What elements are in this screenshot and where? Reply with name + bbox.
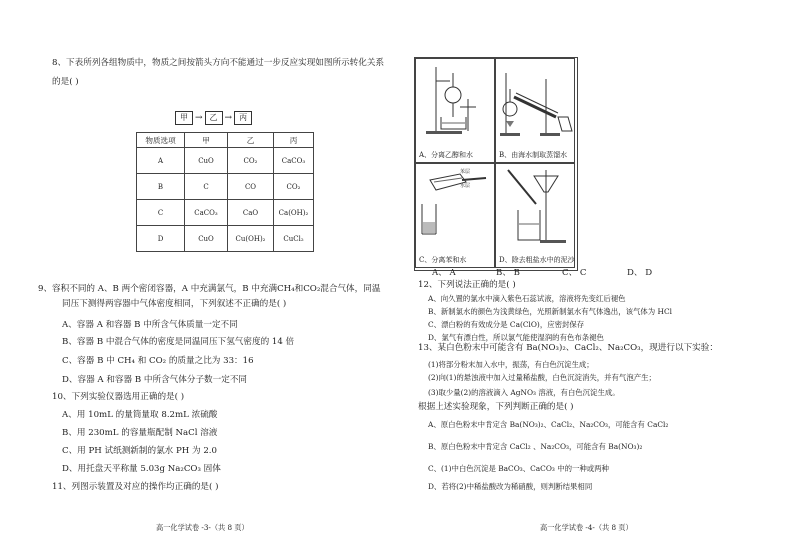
table-header: 甲: [185, 133, 228, 148]
table-cell: Ca(OH)₂: [274, 200, 314, 226]
q10-option-c: C、用 PH 试纸测新制的氯水 PH 为 2.0: [62, 446, 217, 456]
q9-stem-line2: 同压下测得两容器中气体密度相同，下列叙述不正确的是( ): [62, 299, 287, 309]
table-row: [137, 148, 314, 174]
table-cell: Cu(OH)₂: [228, 226, 274, 252]
q12-stem: 12、下列说法正确的是( ): [418, 280, 516, 290]
table-cell: CO: [228, 174, 274, 200]
right-page-footer: 高一化学试卷 -4-（共 8 页）: [540, 523, 633, 532]
q9-option-a: A、容器 A 和容器 B 中所含气体质量一定不同: [62, 320, 238, 330]
table-cell: CO₂: [274, 174, 314, 200]
q13-stem: 13、某白色粉末中可能含有 Ba(NO₃)₂、CaCl₂、Na₂CO₃，现进行以下实验：: [418, 343, 718, 353]
q11-option-d: D、 D: [627, 268, 653, 278]
q10-option-d: D、用托盘天平称量 5.03g Na₂CO₃ 固体: [62, 464, 221, 474]
q13-option-a: A、原白色粉末中肯定含 Ba(NO₃)₂、CaCl₂、Na₂CO₃，可能含有 CaCl₂: [428, 420, 669, 429]
q13-step1: (1)将部分粉末加入水中，振荡，有白色沉淀生成；: [428, 360, 594, 369]
q11-stem: 11、列图示装置及对应的操作均正确的是( ): [52, 482, 219, 492]
flow-box-jia: 甲: [175, 111, 193, 125]
distillation-flask-diagram-icon: [416, 59, 496, 164]
separatory-funnel-diagram-icon: [416, 164, 496, 269]
filtration-diagram-icon: [496, 164, 576, 269]
table-cell: C: [137, 200, 185, 226]
table-cell: CaCO₃: [185, 200, 228, 226]
table-cell: A: [137, 148, 185, 174]
left-page-footer: 高一化学试卷 -3-（共 8 页）: [156, 523, 249, 532]
table-cell: CO₂: [228, 148, 274, 174]
apparatus-d: [495, 163, 575, 268]
caption-c: C、分离苯和水: [419, 256, 467, 264]
q13-option-d: D、若将(2)中稀盐酸改为稀硝酸，则判断结果相同: [428, 482, 593, 491]
table-cell: C: [185, 174, 228, 200]
label-benzene-layer: 苯层: [460, 169, 471, 175]
q8-flow-diagram: [175, 111, 252, 125]
q9-stem-line1: 9、容积不同的 A、B 两个密闭容器，A 中充满氯气，B 中充满CH₄和CO₂混合气体，同温: [38, 284, 381, 294]
q12-option-d: D、氯气有漂白性，所以氯气能使湿润的有色布条褪色: [428, 333, 604, 342]
table-cell: CuO: [185, 148, 228, 174]
q8-options-table: [136, 132, 314, 252]
q10-stem: 10、下列实验仪器选用正确的是( ): [52, 392, 185, 402]
table-header: 物质选项: [137, 133, 185, 148]
q12-option-c: C、漂白粉的有效成分是 Ca(ClO)，应密封保存: [428, 320, 585, 329]
table-header: 乙: [228, 133, 274, 148]
table-header-row: [137, 133, 314, 148]
table-row: [137, 174, 314, 200]
table-cell: B: [137, 174, 185, 200]
table-cell: CuCl₂: [274, 226, 314, 252]
q11-option-b: B、 B: [496, 268, 520, 278]
label-water-layer: 水层: [460, 183, 471, 189]
q8-stem-line2: 的是( ): [52, 77, 79, 87]
caption-d: D、除去粗盐水中的泥沙: [499, 256, 575, 264]
caption-b: B、由海水制取蒸馏水: [499, 151, 568, 159]
q13-step2: (2)向(1)的悬浊液中加入过量稀盐酸，白色沉淀消失，并有气泡产生；: [428, 373, 656, 382]
q9-option-b: B、容器 B 中混合气体的密度是同温同压下氢气密度的 14 倍: [62, 337, 295, 347]
apparatus-grid: [414, 57, 578, 271]
q9-option-c: C、容器 B 中 CH₄ 和 CO₂ 的质量之比为 33：16: [62, 356, 254, 366]
flow-arrow-icon: →: [224, 113, 233, 123]
q9-option-d: D、容器 A 和容器 B 中所含气体分子数一定不同: [62, 375, 248, 385]
table-row: [137, 200, 314, 226]
caption-a: A、分离乙醇和水: [419, 151, 474, 159]
flow-arrow-icon: →: [195, 113, 203, 123]
apparatus-a: [415, 58, 495, 163]
q10-option-b: B、用 230mL 的容量瓶配制 NaCl 溶液: [62, 428, 218, 438]
q10-option-a: A、用 10mL 的量筒量取 8.2mL 浓硫酸: [62, 410, 218, 420]
q13-option-b: B、原白色粉末中肯定含 CaCl₂ 、Na₂CO₃，可能含有 Ba(NO₃)₂: [428, 442, 643, 451]
apparatus-c: [415, 163, 495, 268]
q12-option-a: A、向久置的氯水中滴入紫色石蕊试液，溶液将先变红后褪色: [428, 294, 626, 303]
table-row: [137, 226, 314, 252]
q12-option-b: B、新制氯水的颜色为浅黄绿色，光照新制氯水有气体逸出，该气体为 HCl: [428, 307, 672, 316]
table-cell: CaO: [228, 200, 274, 226]
table-cell: D: [137, 226, 185, 252]
q8-stem-line1: 8、下表所列各组物质中，物质之间按箭头方向不能通过一步反应实现如图所示转化关系: [52, 58, 385, 68]
q11-option-a: A、 A: [432, 268, 456, 278]
flow-box-yi: 乙: [205, 111, 223, 125]
table-cell: CaCO₃: [274, 148, 314, 174]
table-header: 丙: [274, 133, 314, 148]
distillation-apparatus-icon: [496, 59, 576, 164]
q11-option-c: C、 C: [562, 268, 587, 278]
q13-step3: (3)取少量(2)的溶液滴入 AgNO₃ 溶液，有白色沉淀生成。: [428, 388, 620, 397]
apparatus-b: [495, 58, 575, 163]
flow-box-bing: 丙: [234, 111, 252, 125]
table-cell: CuO: [185, 226, 228, 252]
q13-question: 根据上述实验现象，下列判断正确的是( ): [418, 402, 574, 412]
q13-option-c: C、(1)中白色沉淀是 BaCO₃、CaCO₃ 中的一种或两种: [428, 464, 609, 473]
